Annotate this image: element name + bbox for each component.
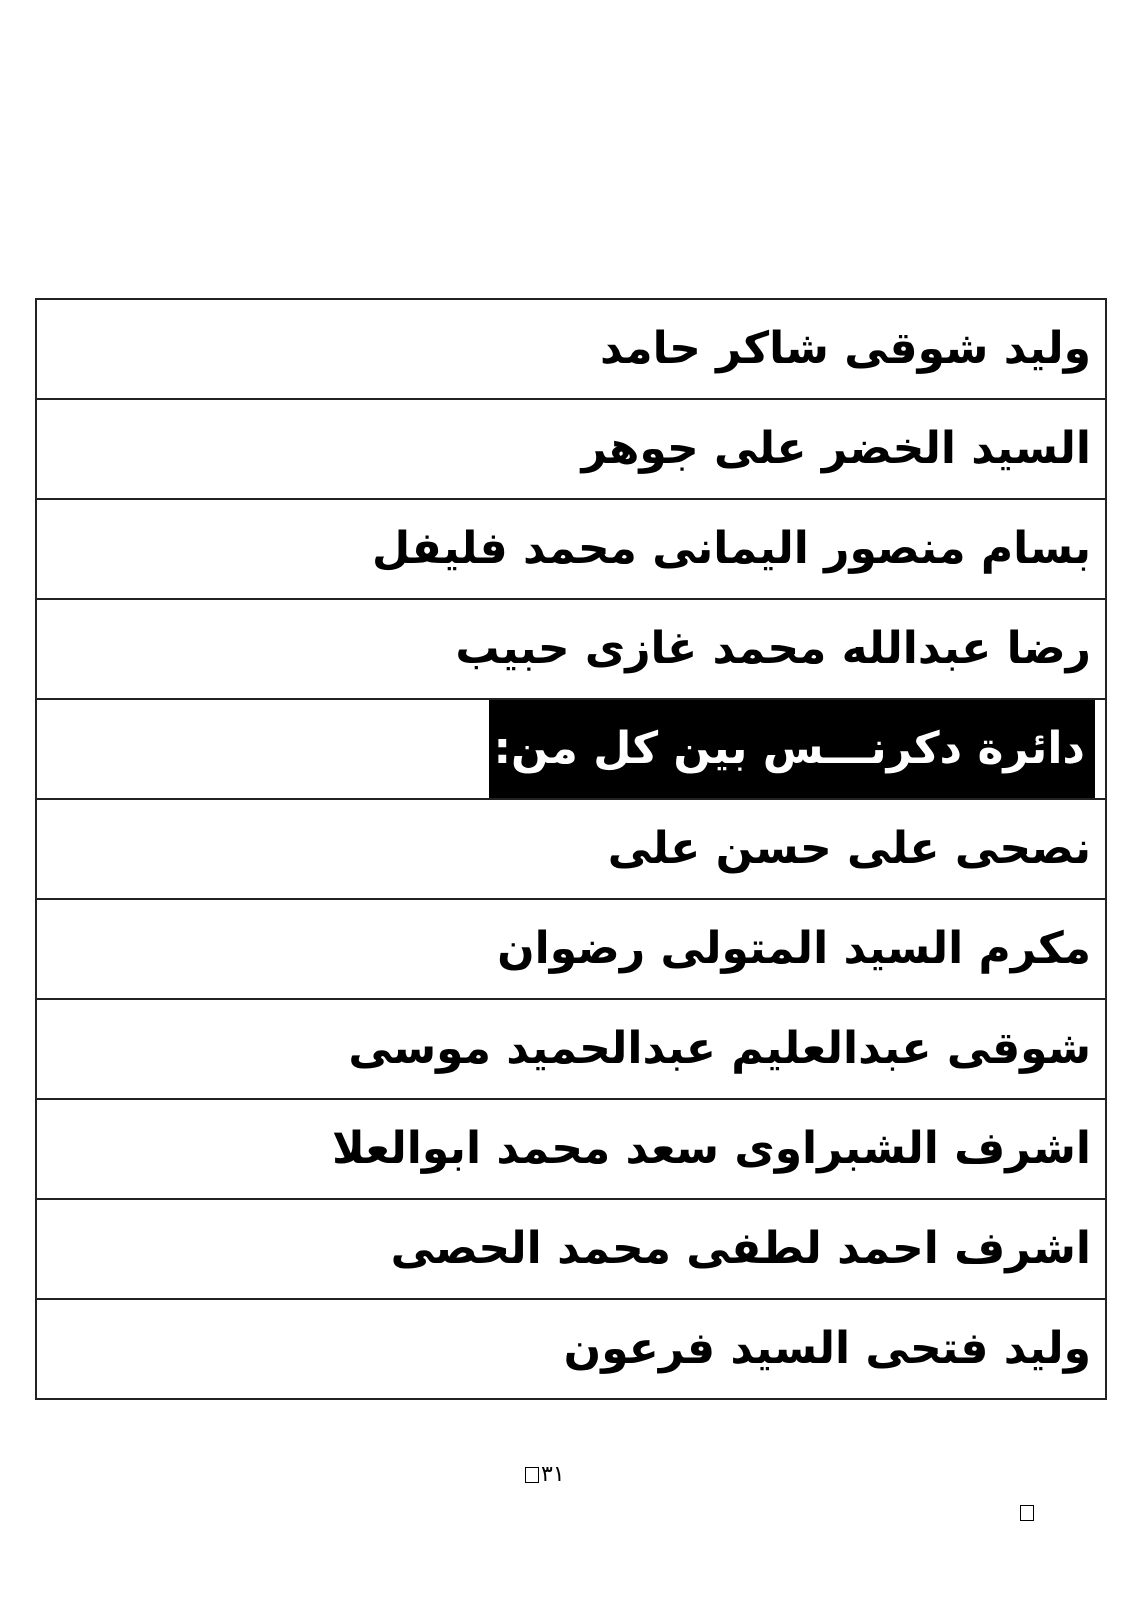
name-cell: وليد شوقى شاكر حامد	[36, 299, 1106, 399]
table-row	[36, 399, 1106, 499]
name-cell: نصحى على حسن على	[36, 799, 1106, 899]
page-number-text: ٣١	[541, 1462, 565, 1487]
table-row	[36, 899, 1106, 999]
names-table	[35, 298, 1107, 1400]
section-heading: دائرة دكرنـــس بين كل من:	[489, 700, 1095, 798]
name-cell: اشرف الشبراوى سعد محمد ابوالعلا	[36, 1099, 1106, 1199]
table-row	[36, 1099, 1106, 1199]
table-row	[36, 499, 1106, 599]
name-cell: مكرم السيد المتولى رضوان	[36, 899, 1106, 999]
page-number	[525, 1462, 565, 1487]
name-cell: وليد فتحى السيد فرعون	[36, 1299, 1106, 1399]
section-heading-cell	[36, 699, 1106, 799]
table-row	[36, 699, 1106, 799]
name-cell: اشرف احمد لطفى محمد الحصى	[36, 1199, 1106, 1299]
table-row	[36, 999, 1106, 1099]
table-row	[36, 299, 1106, 399]
table-row	[36, 799, 1106, 899]
name-cell: السيد الخضر على جوهر	[36, 399, 1106, 499]
empty-square-icon	[1020, 1505, 1034, 1521]
name-cell: بسام منصور اليمانى محمد فليفل	[36, 499, 1106, 599]
table-row	[36, 1299, 1106, 1399]
table-row	[36, 599, 1106, 699]
empty-square-icon	[525, 1467, 539, 1483]
table-row	[36, 1199, 1106, 1299]
name-cell: شوقى عبدالعليم عبدالحميد موسى	[36, 999, 1106, 1099]
name-cell: رضا عبدالله محمد غازى حبيب	[36, 599, 1106, 699]
